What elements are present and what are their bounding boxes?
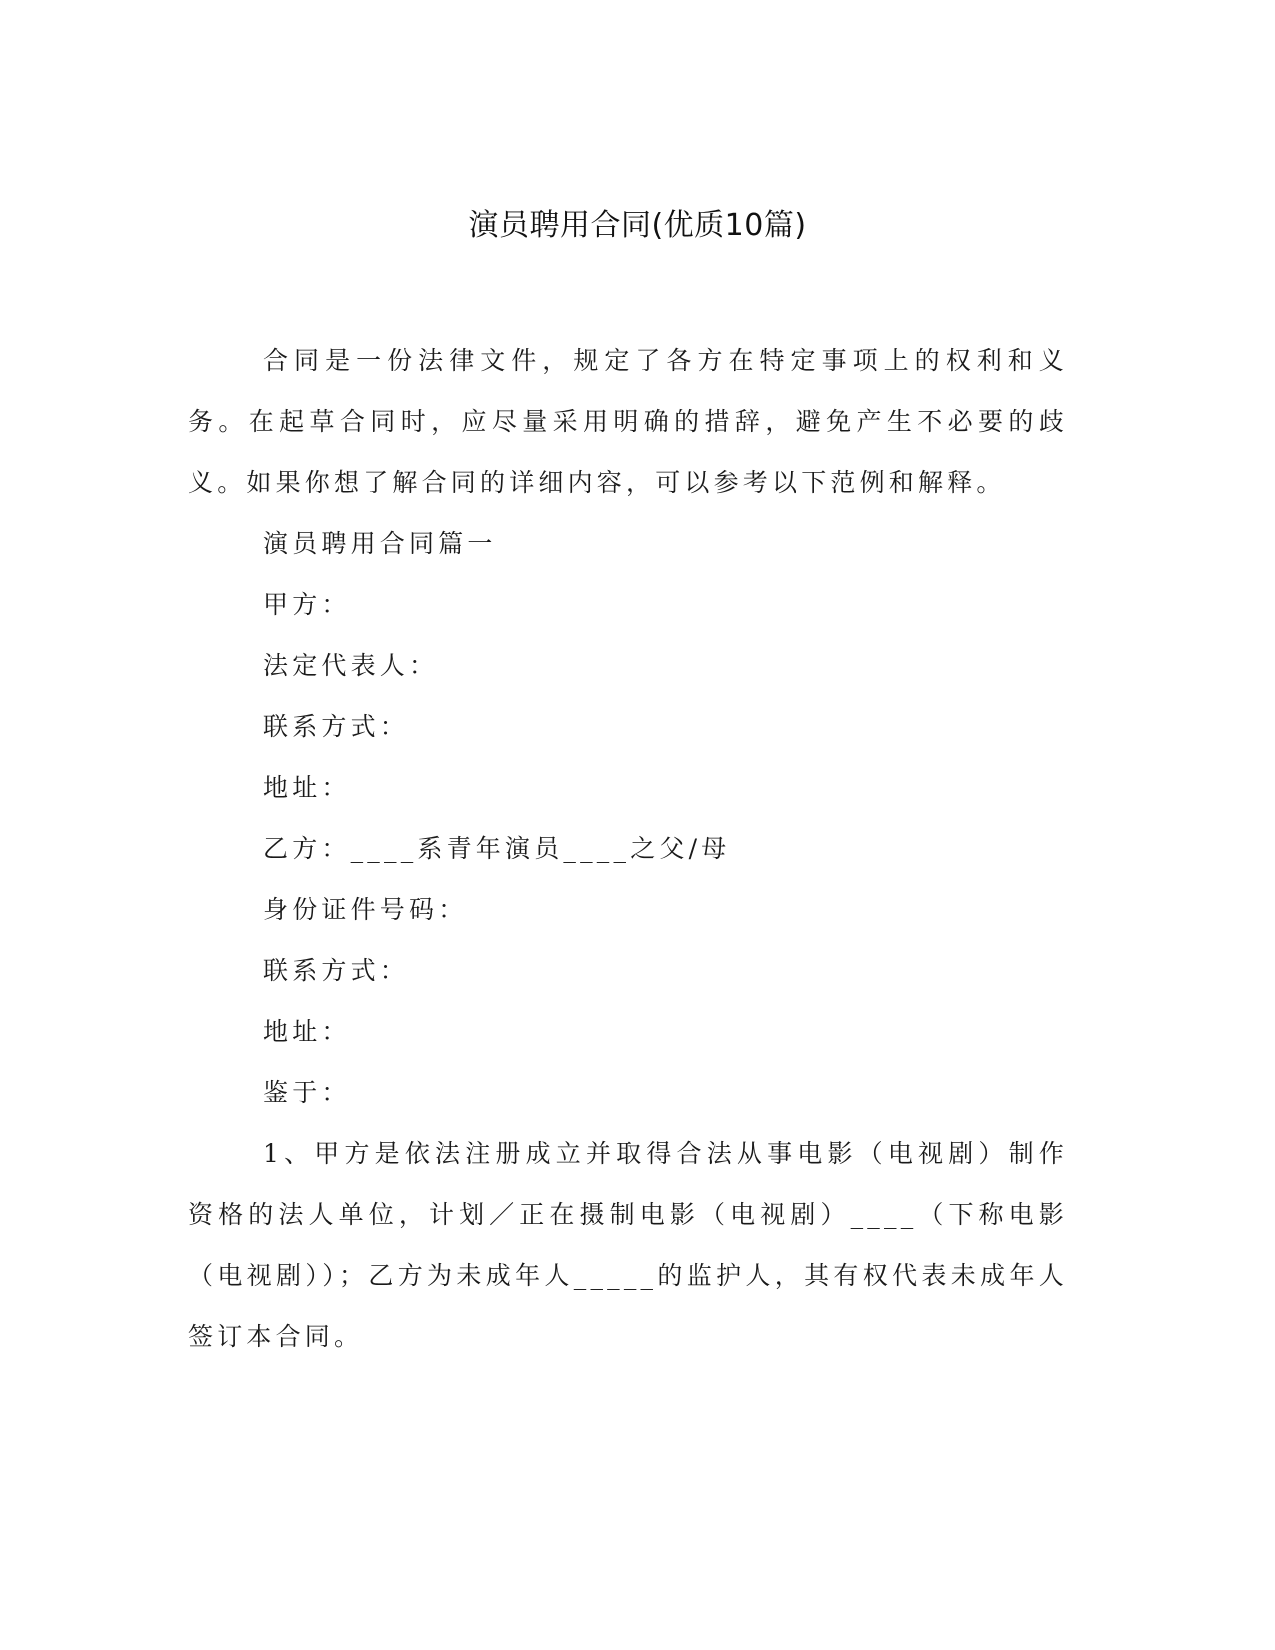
legal-representative-label: 法定代表人： <box>263 651 439 680</box>
clause-1-paragraph: 1、甲方是依法注册成立并取得合法从事电影（电视剧）制作资格的法人单位，计划／正在摄制电影（电视剧）____（下称电影（电视剧））；乙方为未成年人_____的监护人，其有权代表未成年人签订本合同。 <box>188 1139 1068 1351</box>
document-body <box>188 330 1068 1367</box>
party-a-label: 甲方： <box>263 590 351 619</box>
party-b-line: 乙方：____系青年演员____之父/母 <box>263 834 731 863</box>
intro-paragraph: 合同是一份法律文件，规定了各方在特定事项上的权利和义务。在起草合同时，应尽量采用明确的措辞，避免产生不必要的歧义。如果你想了解合同的详细内容，可以参考以下范例和解释。 <box>188 346 1068 497</box>
id-number-label: 身份证件号码： <box>263 895 468 924</box>
section-heading: 演员聘用合同篇一 <box>263 529 497 558</box>
document-title: 演员聘用合同(优质10篇) <box>468 208 807 243</box>
party-b-contact-label: 联系方式： <box>263 956 410 985</box>
party-b-address-label: 地址： <box>263 1017 351 1046</box>
party-a-contact-label: 联系方式： <box>263 712 410 741</box>
whereas-label: 鉴于： <box>263 1078 351 1107</box>
party-a-address-label: 地址： <box>263 773 351 802</box>
